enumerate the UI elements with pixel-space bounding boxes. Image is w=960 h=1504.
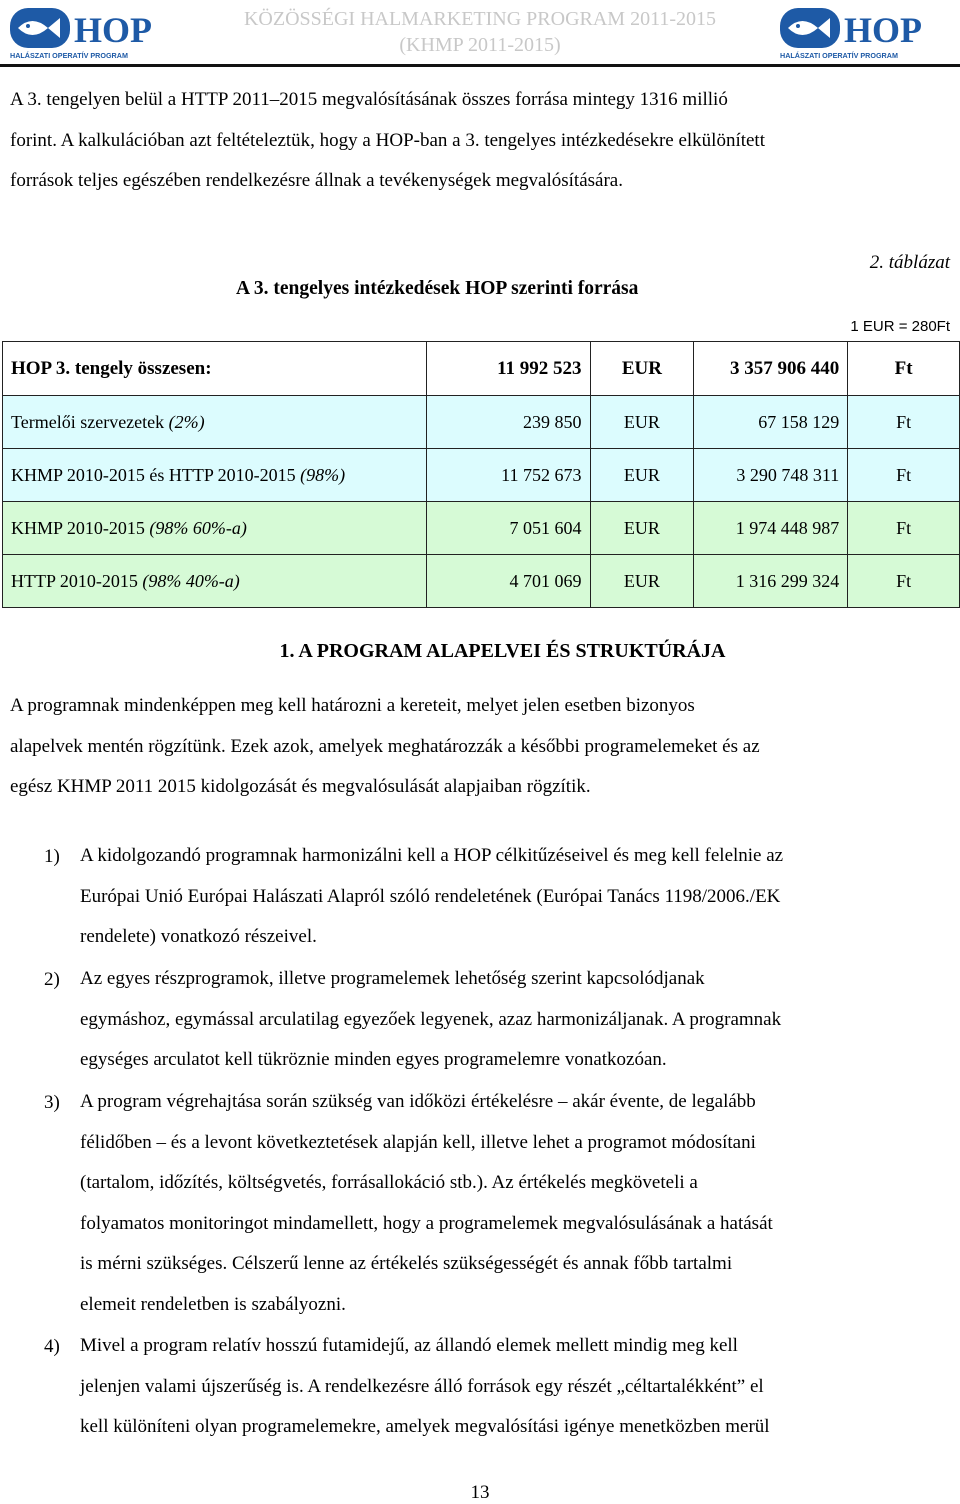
text-line: A program végrehajtása során szükség van időközi értékelésre – akár évente, de legalább <box>80 1091 756 1112</box>
text-line: is mérni szükséges. Célszerű lenne az értékelés szükségességét és annak főbb tartalmi <box>80 1253 733 1274</box>
row-label: HTTP 2010-2015 (98% 40%-a) <box>3 555 427 608</box>
text-line: (tartalom, időzítés, költségvetés, forrásallokáció stb.). Az értékelés megköveteli a <box>80 1172 698 1193</box>
list-number: 3) <box>44 1092 60 1113</box>
table-caption: A 3. tengelyes intézkedések HOP szerinti forrása <box>236 278 639 299</box>
text-line: A programnak mindenképpen meg kell határozni a kereteit, melyet jelen esetben bizonyos <box>10 695 695 716</box>
eur-unit: EUR <box>590 502 694 555</box>
huf-unit: Ft <box>848 449 960 502</box>
svg-text:HOP: HOP <box>74 10 152 50</box>
list-number: 1) <box>44 846 60 867</box>
eur-value: 239 850 <box>426 396 590 449</box>
text-line: A 3. tengelyen belül a HTTP 2011–2015 megvalósításának összes forrása mintegy 1316 millió <box>10 89 728 110</box>
table-row <box>3 396 960 449</box>
header-title-line1: KÖZÖSSÉGI HALMARKETING PROGRAM 2011-2015 <box>243 8 717 30</box>
table-row <box>3 555 960 608</box>
header-title <box>190 6 770 58</box>
svg-text:HALÁSZATI OPERATÍV PROGRAM: HALÁSZATI OPERATÍV PROGRAM <box>780 51 898 60</box>
text-line: egymáshoz, egymással arculatilag egyezőek legyenek, azaz harmonizáljanak. A programnak <box>80 1008 782 1030</box>
eur-unit: EUR <box>590 449 694 502</box>
eur-value: 11 992 523 <box>426 342 590 396</box>
table-row <box>3 502 960 555</box>
list-item <box>80 1082 950 1325</box>
row-label: Termelői szervezetek (2%) <box>3 396 427 449</box>
eur-unit: EUR <box>590 555 694 608</box>
text-line: források teljes egészében rendelkezésre állnak a tevékenységek megvalósítására. <box>10 170 623 191</box>
text-line: egységes arculatot kell tükröznie minden egyes programelemre vonatkozóan. <box>80 1049 667 1070</box>
funding-table <box>2 341 960 608</box>
section-intro-paragraph <box>10 686 950 808</box>
hop-logo-left <box>8 4 188 62</box>
huf-unit: Ft <box>848 396 960 449</box>
text-line: folyamatos monitoringot mindamellett, hogy a programelemek megvalósulásának a hatását <box>80 1212 773 1234</box>
huf-value: 1 316 299 324 <box>694 555 848 608</box>
text-line: elemeit rendeletben is szabályozni. <box>80 1293 346 1315</box>
text-line: Európai Unió Európai Halászati Alapról szóló rendeletének (Európai Tanács 1198/2006./EK <box>80 885 781 907</box>
text-line: félidőben – és a levont következtetések alapján kell, illetve lehet a programot módosítani <box>80 1131 756 1153</box>
eur-value: 11 752 673 <box>426 449 590 502</box>
row-label: KHMP 2010-2015 és HTTP 2010-2015 (98%) <box>3 449 427 502</box>
text-line: forint. A kalkulációban azt feltételeztük, hogy a HOP-ban a 3. tengelyes intézkedésekre elkülönített <box>10 129 765 151</box>
intro-paragraph <box>10 80 950 202</box>
row-label: KHMP 2010-2015 (98% 60%-a) <box>3 502 427 555</box>
fish-logo-icon <box>778 4 958 62</box>
svg-text:HOP: HOP <box>844 10 922 50</box>
table-row <box>3 449 960 502</box>
list-item <box>80 836 950 958</box>
text-line: alapelvek mentén rögzítünk. Ezek azok, amelyek meghatározzák a későbbi programelemeket és az <box>10 735 760 757</box>
text-line: rendelete) vonatkozó részeivel. <box>80 926 317 947</box>
text-line: kell különíteni olyan programelemekre, amelyek megvalósítási igénye menetközben merül <box>80 1416 770 1437</box>
eur-unit: EUR <box>590 396 694 449</box>
huf-unit: Ft <box>848 342 960 396</box>
list-item <box>80 959 950 1081</box>
table-row <box>3 342 960 396</box>
text-line: egész KHMP 2011 2015 kidolgozását és megvalósulását alapjaiban rögzítik. <box>10 776 591 797</box>
svg-text:HALÁSZATI OPERATÍV PROGRAM: HALÁSZATI OPERATÍV PROGRAM <box>10 51 128 60</box>
header-divider <box>0 64 960 67</box>
list-item <box>80 1326 950 1448</box>
page-number: 13 <box>470 1482 490 1503</box>
eur-value: 4 701 069 <box>426 555 590 608</box>
table-number: 2. táblázat <box>869 252 950 273</box>
huf-value: 3 357 906 440 <box>694 342 848 396</box>
section-heading: 1. A PROGRAM ALAPELVEI ÉS STRUKTÚRÁJA <box>279 640 726 662</box>
list-number: 2) <box>44 969 60 990</box>
fish-logo-icon <box>8 4 188 62</box>
huf-unit: Ft <box>848 502 960 555</box>
header-title-line2: (KHMP 2011-2015) <box>399 34 561 56</box>
text-line: A kidolgozandó programnak harmonizálni kell a HOP célkitűzéseivel és meg kell felelnie az <box>80 845 784 866</box>
list-number: 4) <box>44 1336 60 1357</box>
huf-value: 3 290 748 311 <box>694 449 848 502</box>
row-label: HOP 3. tengely összesen: <box>3 342 427 396</box>
eur-value: 7 051 604 <box>426 502 590 555</box>
eur-unit: EUR <box>590 342 694 396</box>
huf-value: 1 974 448 987 <box>694 502 848 555</box>
text-line: jelenjen valami újszerűség is. A rendelkezésre álló források egy részét „céltartalékként” el <box>80 1375 764 1397</box>
exchange-rate: 1 EUR = 280Ft <box>850 318 950 335</box>
text-line: Mivel a program relatív hosszú futamidejű, az állandó elemek mellett mindig meg kell <box>80 1335 738 1356</box>
hop-logo-right <box>778 4 958 62</box>
huf-unit: Ft <box>848 555 960 608</box>
text-line: Az egyes részprogramok, illetve programelemek lehetőség szerint kapcsolódjanak <box>80 968 705 989</box>
huf-value: 67 158 129 <box>694 396 848 449</box>
